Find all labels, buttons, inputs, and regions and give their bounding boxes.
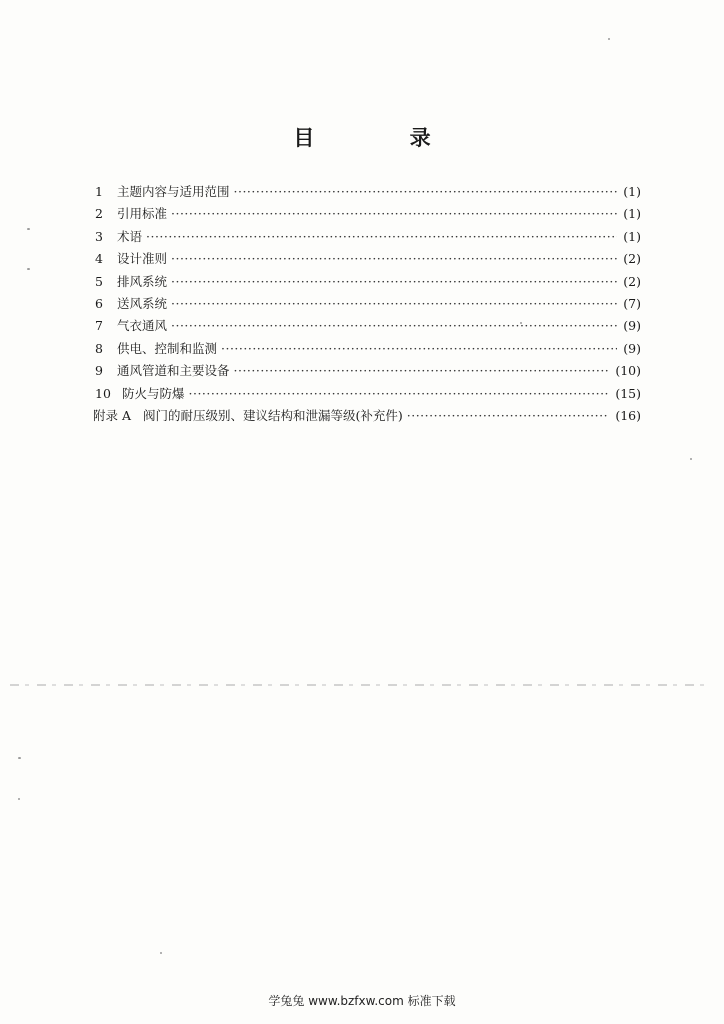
scan-speck [690, 458, 692, 460]
toc-leader-dots [171, 203, 617, 225]
toc-entry-number: 3 [95, 228, 103, 244]
toc-entry-page: (2) [623, 273, 641, 289]
toc-entry-number: 5 [95, 273, 103, 289]
toc-entry [93, 226, 641, 248]
toc-entry [93, 293, 641, 315]
scan-artifact-line [10, 684, 710, 686]
toc-entry-title: 供电、控制和监测 [117, 340, 218, 356]
toc-entry-title: 防火与防爆 [122, 385, 185, 401]
toc-leader-dots [171, 315, 617, 337]
toc-entry-title: 送风系统 [117, 295, 168, 311]
toc-entry [93, 248, 641, 270]
toc-entry [93, 203, 641, 225]
scan-speck [18, 798, 20, 800]
toc-entry-title: 气衣通风 [117, 318, 168, 334]
toc-entry-appendix [93, 405, 641, 427]
toc-entry-number: 2 [95, 206, 103, 222]
footer-watermark: 学兔兔 www.bzfxw.com 标准下载 [268, 994, 456, 1008]
toc-entry-page: (2) [623, 251, 641, 267]
toc-entry [93, 338, 641, 360]
toc-entry [93, 271, 641, 293]
toc-leader-dots [221, 338, 617, 360]
toc-entry-number: 1 [95, 184, 103, 199]
toc-leader-dots [171, 248, 617, 270]
toc-entry-page: (16) [615, 407, 641, 423]
toc-entry-page: (1) [623, 184, 641, 199]
toc-entry-title: 排风系统 [117, 273, 168, 289]
scan-speck [608, 38, 610, 40]
scan-speck [520, 322, 522, 324]
page-title: 目 录 [293, 126, 475, 150]
toc-leader-dots [171, 293, 617, 315]
toc-entry [93, 181, 641, 203]
scan-speck [27, 228, 30, 230]
toc-entry-title: 通风管道和主要设备 [117, 363, 230, 379]
toc-entry-number: 7 [95, 318, 103, 334]
toc-entry [93, 360, 641, 382]
toc-entry-page: (10) [615, 363, 641, 379]
scan-speck [27, 268, 30, 270]
toc-entry-number: 10 [95, 385, 111, 401]
toc-entry-number: 8 [95, 340, 103, 356]
toc-entry-page: (1) [623, 206, 641, 222]
toc-entry [93, 383, 641, 405]
toc-leader-dots [234, 181, 618, 203]
toc-entry-number: 6 [95, 295, 103, 311]
table-of-contents [93, 181, 641, 427]
toc-entry-title: 术语 [117, 228, 143, 244]
toc-entry-page: (9) [623, 340, 641, 356]
toc-entry-title: 设计准则 [117, 251, 168, 267]
toc-entry-title: 主题内容与适用范围 [117, 184, 230, 199]
toc-entry-page: (1) [623, 228, 641, 244]
toc-entry-title: 引用标准 [117, 206, 168, 222]
toc-entry-page: (15) [615, 385, 641, 401]
toc-entry-number: 9 [95, 363, 103, 379]
toc-leader-dots [407, 405, 610, 427]
toc-entry-title: 阀门的耐压级别、建议结构和泄漏等级(补充件) [143, 407, 403, 423]
scan-speck [18, 757, 21, 759]
toc-leader-dots [171, 271, 617, 293]
toc-entry-number: 4 [95, 251, 103, 267]
toc-entry-number: 附录 A [93, 407, 132, 423]
toc-entry-page: (9) [623, 318, 641, 334]
toc-leader-dots [234, 360, 610, 382]
toc-leader-dots [189, 383, 610, 405]
toc-entry [93, 315, 641, 337]
toc-entry-page: (7) [623, 295, 641, 311]
scan-speck [160, 952, 162, 954]
toc-leader-dots [146, 226, 617, 248]
